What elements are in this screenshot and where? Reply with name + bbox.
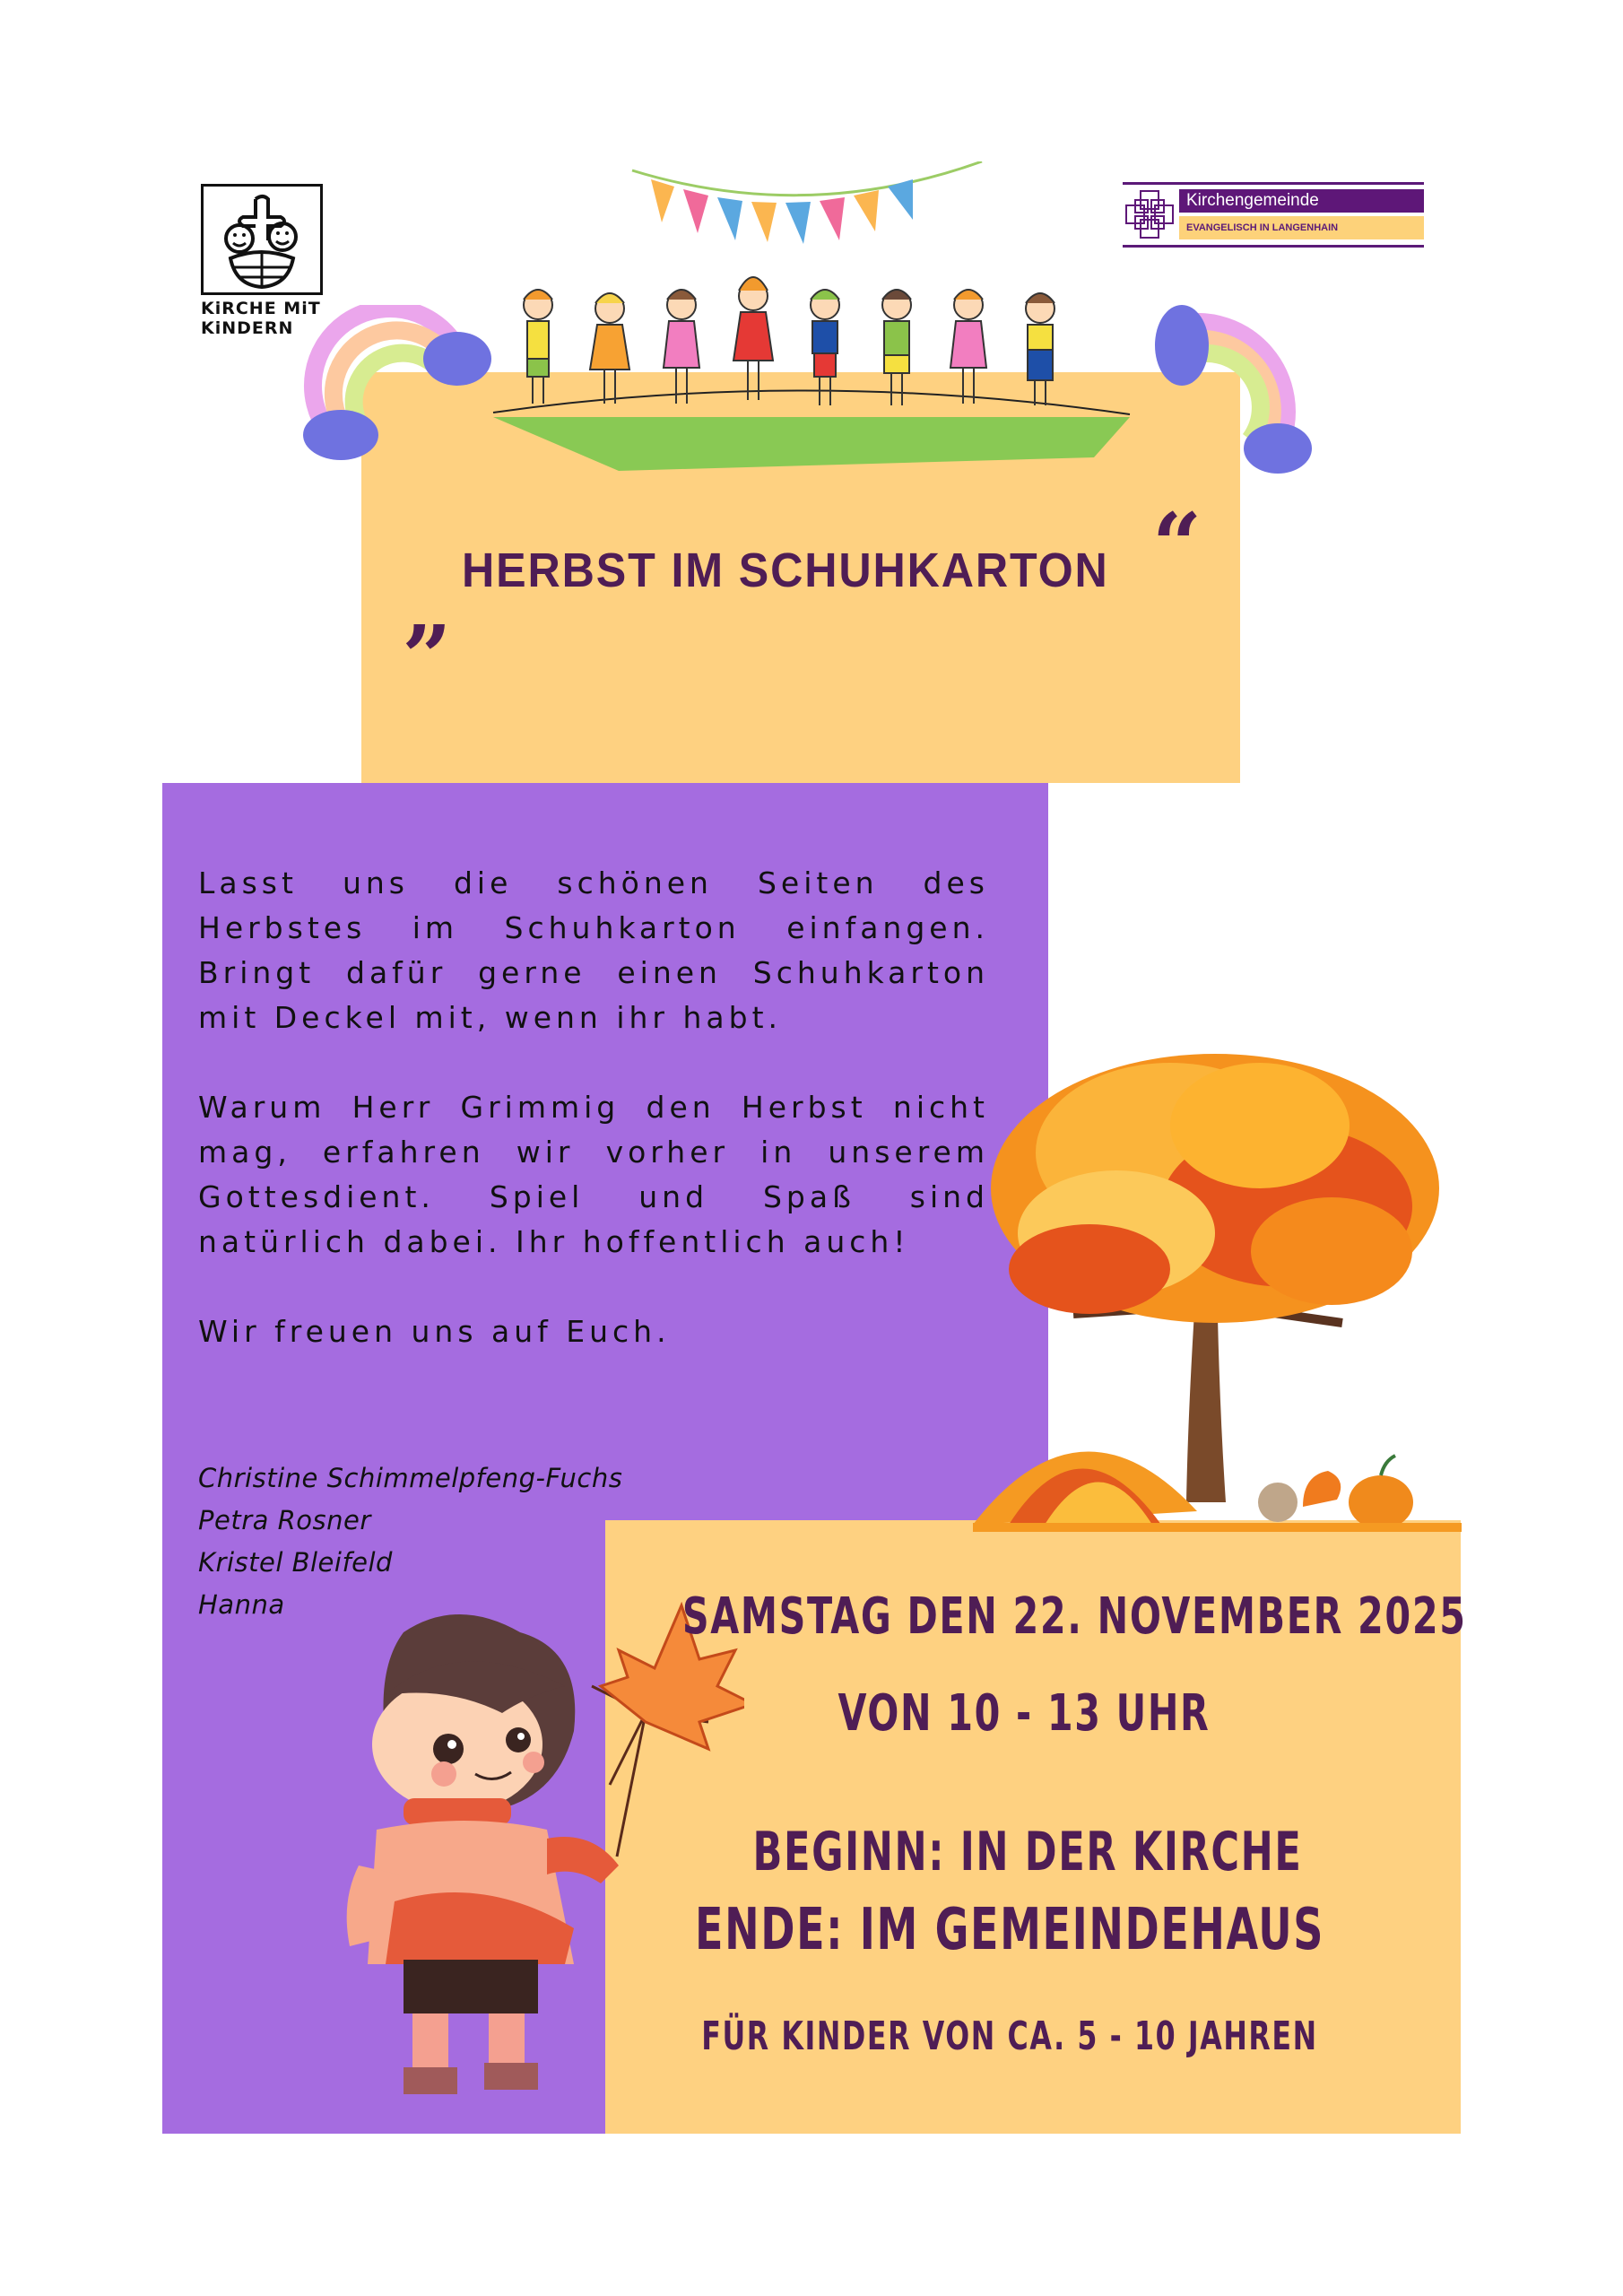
logo-text: KiRCHE MiT KiNDERN — [201, 299, 321, 338]
signer: Hanna — [198, 1589, 285, 1620]
cross-children-boat-icon — [204, 187, 320, 292]
rainbow-right-icon — [1148, 296, 1314, 475]
event-time: VON 10 - 13 UHR — [838, 1684, 1211, 1743]
paragraph-invitation: Lasst uns die schönen Seiten des Herbstes im Schuhkarton einfangen. Bringt dafür gerne einen Schuhkarton mit Deckel mit, wenn ihr habt. — [198, 865, 989, 1035]
title-close-quote: “ — [1152, 494, 1202, 596]
interlocked-squares-cross-icon — [1124, 189, 1175, 239]
boy-holding-leaf-illustration — [296, 1596, 744, 2152]
title-open-quote: „ — [404, 557, 454, 658]
rainbow-left-icon — [300, 305, 493, 462]
logo-frame — [201, 184, 323, 295]
event-end-location: ENDE: IM GEMEINDEHAUS — [695, 1897, 1324, 1963]
event-start-location: BEGINN: IN DER KIRCHE — [752, 1821, 1303, 1883]
signer: Petra Rosner — [198, 1505, 371, 1535]
kirchengemeinde-logo — [1123, 182, 1424, 250]
logo-rule-bottom — [1123, 245, 1424, 248]
signer: Kristel Bleifeld — [198, 1547, 393, 1578]
event-date: SAMSTAG DEN 22. NOVEMBER 2025 — [681, 1587, 1467, 1646]
signer: Christine Schimmelpfeng-Fuchs — [198, 1463, 623, 1493]
children-holding-hands-illustration — [484, 251, 1139, 484]
event-audience: FÜR KINDER VON CA. 5 - 10 JAHREN — [701, 2013, 1318, 2059]
logo-subtitle: EVANGELISCH IN LANGENHAIN — [1179, 216, 1424, 239]
paragraph-service: Warum Herr Grimmig den Herbst nicht mag, erfahren wir vorher in unserem Gottesdient. Spiel und Spaß sind natürlich dabei. Ihr hoffentlich auch! — [198, 1090, 989, 1259]
logo-name: Kirchengemeinde — [1179, 189, 1424, 213]
page-title: HERBST IM SCHUHKARTON — [462, 544, 1109, 597]
autumn-tree-illustration — [973, 1036, 1462, 1538]
logo-rule-top — [1123, 182, 1424, 185]
description-text — [198, 861, 989, 1399]
bunting-flags-icon — [628, 161, 986, 260]
paragraph-closing: Wir freuen uns auf Euch. — [198, 1314, 671, 1349]
